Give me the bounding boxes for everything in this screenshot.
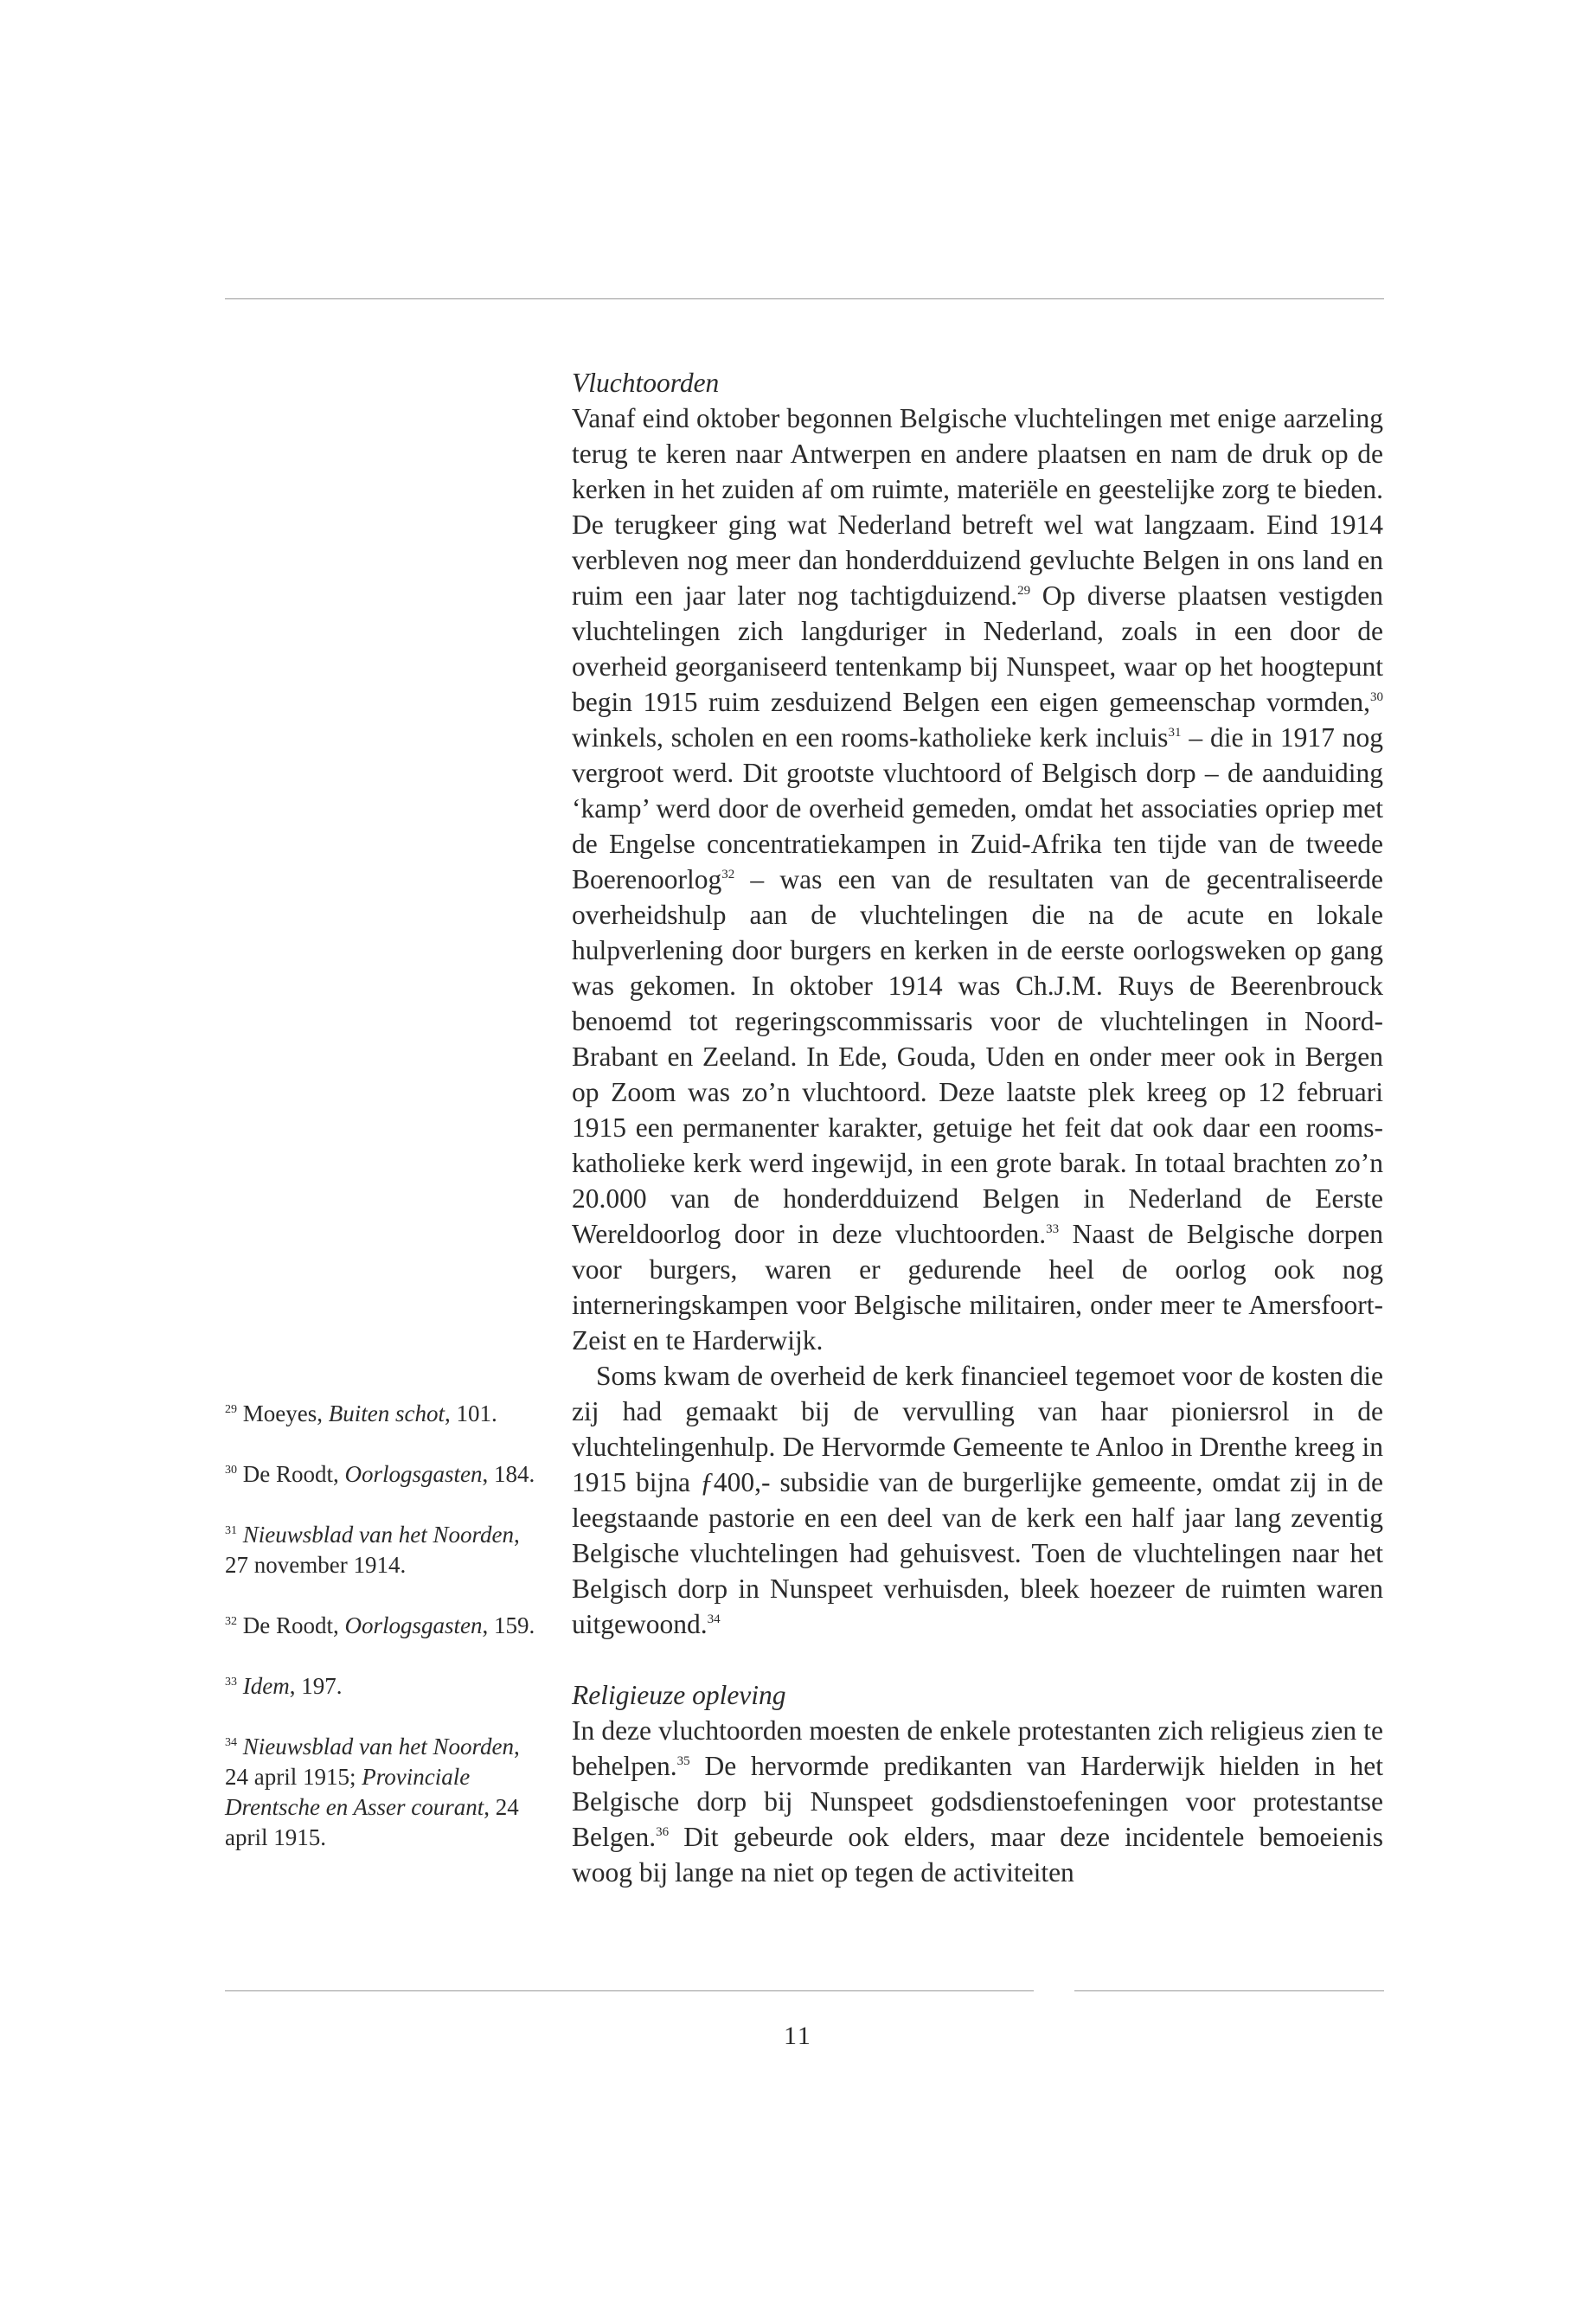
footnote-text: , 27 november 1914.: [225, 1522, 520, 1578]
text-run: winkels, scholen en een rooms-katholieke kerk incluis: [572, 722, 1169, 753]
text-run: 400,- subsidie van de burgerlijke gemeente, omdat zij in de leegstaande pastorie en een deel van de kerk een half jaar lang zeventig Belgische vluchtelingen had gehuisvest. Toen de vluchtelingen naar het Belgisch dorp in Nunspeet verhuisden, bleek hoezeer de ruimten waren uitgewoond.: [572, 1467, 1383, 1639]
section-heading-religieuze-opleving: Religieuze opleving: [572, 1680, 786, 1710]
footnote-text: , 197.: [289, 1673, 343, 1699]
footnote-text: , 101.: [444, 1400, 497, 1426]
footnote-33: [225, 1671, 536, 1702]
paragraph: [572, 1713, 1383, 1890]
footnote-number: 34: [225, 1736, 237, 1749]
footnote-title: Idem: [242, 1673, 290, 1699]
footnote-text: Moeyes,: [242, 1400, 329, 1426]
top-rule: [225, 298, 1384, 299]
text-run: Soms kwam de overheid de kerk financieel tegemoet voor de kosten die zij had gemaakt bij de vervulling van haar pioniersrol in de vluchtelingenhulp. De Hervormde Gemeente te Anloo in Drenthe kreeg in 1915 bijna: [572, 1361, 1383, 1497]
footnote-title: Nieuwsblad van het Noorden: [242, 1734, 514, 1759]
text-run: In deze vluchtoorden moesten de enkele protestanten zich religieus zien te behelpen.: [572, 1715, 1383, 1781]
paragraph: [572, 1358, 1383, 1642]
footnote-31: [225, 1520, 536, 1580]
footnote-ref: 32: [721, 868, 735, 881]
section-heading-vluchtoorden: Vluchtoorden: [572, 368, 720, 398]
currency-symbol: ƒ: [700, 1467, 714, 1497]
footnote-text: , 24 april 1915.: [225, 1794, 519, 1850]
main-text-column: [572, 365, 1383, 1890]
text-run: – die in 1917 nog vergroot werd. Dit grootste vluchtoord of Belgisch dorp – de aanduiding ‘kamp’ werd door de overheid gemeden, omdat het associaties opriep met de Engelse concentratiekampen in Zuid-Afrika ten tijde van de tweede Boerenoorlog: [572, 722, 1383, 894]
footnote-text: , 184.: [482, 1461, 535, 1487]
footnote-32: [225, 1611, 536, 1641]
footnote-ref: 30: [1370, 690, 1383, 704]
footnote-number: 32: [225, 1615, 237, 1628]
footnote-29: [225, 1399, 536, 1429]
footnote-text: De Roodt,: [242, 1461, 345, 1487]
page-number: 11: [784, 2022, 812, 2050]
footnote-ref: 31: [1168, 726, 1182, 740]
text-run: Naast de Belgische dorpen voor burgers, waren er gedurende heel de oorlog ook nog interneringskampen voor Belgische militairen, onder meer te Amersfoort-Zeist en te Harderwijk.: [572, 1219, 1383, 1356]
footnote-number: 29: [225, 1403, 237, 1416]
footnote-number: 33: [225, 1676, 237, 1689]
footnote-text: De Roodt,: [242, 1612, 345, 1638]
bottom-rule-right: [1074, 1990, 1384, 1991]
paragraph: [572, 401, 1383, 1358]
footnote-ref: 36: [656, 1825, 670, 1839]
text-run: Op diverse plaatsen vestigden vluchtelingen zich langduriger in Nederland, zoals in een door de overheid georganiseerd tentenkamp bij Nunspeet, waar op het hoogtepunt begin 1915 ruim zesduizend Belgen een eigen gemeenschap vormden,: [572, 580, 1384, 717]
footnote-text: , 159.: [482, 1612, 535, 1638]
footnote-ref: 35: [676, 1754, 690, 1768]
footnote-34: [225, 1732, 536, 1853]
footnote-number: 30: [225, 1464, 237, 1477]
text-run: Dit gebeurde ook elders, maar deze incidentele bemoeienis woog bij lange na niet op tegen de activiteiten: [572, 1822, 1383, 1888]
footnote-30: [225, 1459, 536, 1490]
bottom-rule-left: [225, 1990, 1034, 1991]
footnote-ref: 33: [1046, 1222, 1060, 1236]
footnote-title: Provinciale Drentsche en Asser courant: [225, 1764, 484, 1820]
text-run: De hervormde predikanten van Harderwijk hielden in het Belgische dorp bij Nunspeet godsdienstoefeningen voor protestantse Belgen.: [572, 1751, 1383, 1852]
footnote-ref: 34: [707, 1612, 721, 1626]
footnotes-column: [225, 1399, 536, 1853]
footnote-number: 31: [225, 1524, 237, 1537]
text-run: Vanaf eind oktober begonnen Belgische vluchtelingen met enige aarzeling terug te keren naar Antwerpen en andere plaatsen en nam de druk op de kerken in het zuiden af om ruimte, materiële en geestelijke zorg te bieden. De terugkeer ging wat Nederland betreft wel wat langzaam. Eind 1914 verbleven nog meer dan honderdduizend gevluchte Belgen in ons land en ruim een jaar later nog tachtigduizend.: [572, 403, 1383, 611]
footnote-title: Oorlogsgasten: [344, 1612, 483, 1638]
footnote-title: Buiten schot: [328, 1400, 445, 1426]
footnote-title: Oorlogsgasten: [344, 1461, 483, 1487]
footnote-title: Nieuwsblad van het Noorden: [242, 1522, 514, 1548]
footnote-ref: 29: [1017, 584, 1031, 598]
footnote-text: , 24 april 1915;: [225, 1734, 520, 1790]
text-run: – was een van de resultaten van de gecentraliseerde overheidshulp aan de vluchtelingen die na de acute en lokale hulpverlening door burgers en kerken in de eerste oorlogsweken op gang was gekomen. In oktober 1914 was Ch.J.M. Ruys de Beerenbrouck benoemd tot regeringscommissaris voor de vluchtelingen in Noord-Brabant en Zeeland. In Ede, Gouda, Uden en onder meer ook in Bergen op Zoom was zo’n vluchtoord. Deze laatste plek kreeg op 12 februari 1915 een permanenter karakter, getuige het feit dat ook daar een rooms-katholieke kerk werd ingewijd, in een grote barak. In totaal brachten zo’n 20.000 van de honderdduizend Belgen in Nederland de Eerste Wereldoorlog door in deze vluchtoorden.: [572, 864, 1383, 1249]
